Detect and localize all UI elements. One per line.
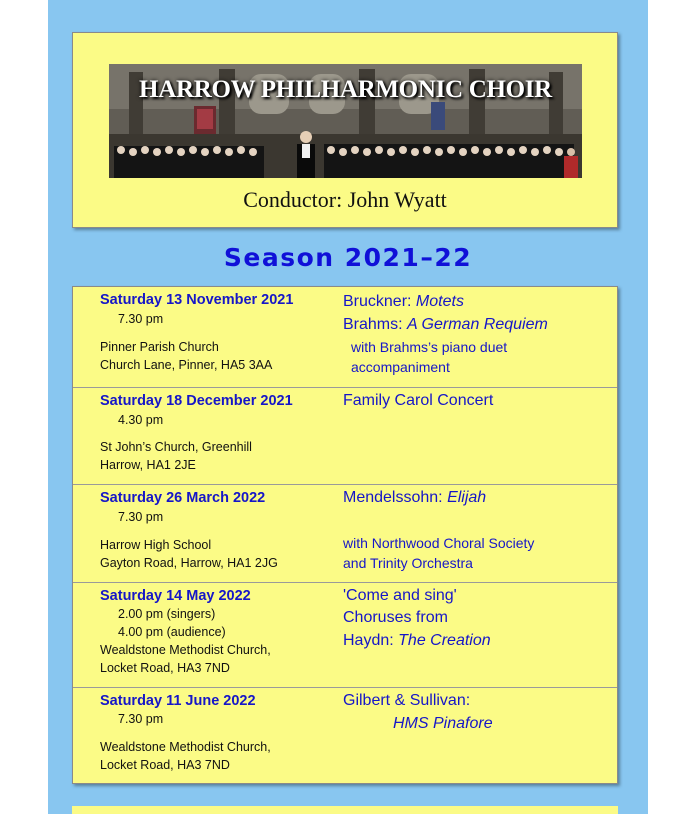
event-row	[73, 388, 617, 485]
event-date: Saturday 13 November 2021	[100, 292, 294, 308]
composer: Mendelssohn:	[343, 489, 448, 506]
event-address: Locket Road, HA3 7ND	[100, 758, 230, 772]
event-row	[73, 485, 617, 583]
work-title: Elijah	[447, 489, 487, 506]
event-address: Gayton Road, Harrow, HA1 2JG	[100, 556, 278, 570]
event-row	[73, 287, 617, 388]
event-venue: Wealdstone Methodist Church,	[100, 740, 271, 754]
programme-line: Gilbert & Sullivan:	[343, 692, 471, 709]
programme-note: accompaniment	[351, 359, 450, 375]
event-venue: Pinner Parish Church	[100, 340, 219, 354]
work-title: The Creation	[398, 632, 491, 649]
event-row	[73, 583, 617, 688]
programme-line: Family Carol Concert	[343, 392, 494, 409]
header-box	[72, 32, 618, 228]
event-time: 4.30 pm	[118, 413, 164, 427]
work-title: HMS Pinafore	[393, 715, 493, 732]
programme-note: with Northwood Choral Society	[343, 535, 535, 551]
programme-line	[343, 316, 548, 334]
event-venue: Wealdstone Methodist Church,	[100, 643, 271, 657]
event-date: Saturday 26 March 2022	[100, 490, 266, 506]
composer: Haydn:	[343, 632, 399, 649]
programme-line	[343, 293, 464, 311]
events-box	[72, 286, 618, 784]
event-venue: Harrow High School	[100, 538, 212, 552]
conductor-line: Conductor: John Wyatt	[243, 187, 447, 212]
event-date: Saturday 11 June 2022	[100, 693, 256, 709]
event-time: 7.30 pm	[118, 312, 164, 326]
event-date: Saturday 18 December 2021	[100, 393, 293, 409]
event-address: Locket Road, HA3 7ND	[100, 661, 230, 675]
event-address: Church Lane, Pinner, HA5 3AA	[100, 358, 273, 372]
composer: Bruckner:	[343, 293, 416, 310]
event-venue: St John’s Church, Greenhill	[100, 440, 252, 454]
programme-line: Choruses from	[343, 609, 448, 626]
choir-photo	[109, 64, 582, 178]
event-time: 7.30 pm	[118, 712, 164, 726]
event-row	[73, 688, 617, 783]
event-time: 2.00 pm (singers)	[118, 607, 216, 621]
event-time: 4.00 pm (audience)	[118, 625, 226, 639]
programme-line: 'Come and sing'	[343, 587, 457, 604]
season-title: Season 2021–22	[223, 243, 473, 272]
programme-note: and Trinity Orchestra	[343, 555, 473, 571]
programme-line	[343, 489, 486, 507]
event-address: Harrow, HA1 2JE	[100, 458, 196, 472]
programme-note: with Brahms’s piano duet	[351, 339, 508, 355]
choir-name: HARROW PHILHARMONIC CHOIR	[139, 76, 552, 103]
work-title: Motets	[415, 293, 464, 310]
event-date: Saturday 14 May 2022	[100, 588, 251, 604]
event-time: 7.30 pm	[118, 510, 164, 524]
work-title: A German Requiem	[407, 316, 548, 333]
programme-line	[343, 632, 491, 650]
next-box-edge	[72, 806, 618, 814]
composer: Brahms:	[343, 316, 408, 333]
